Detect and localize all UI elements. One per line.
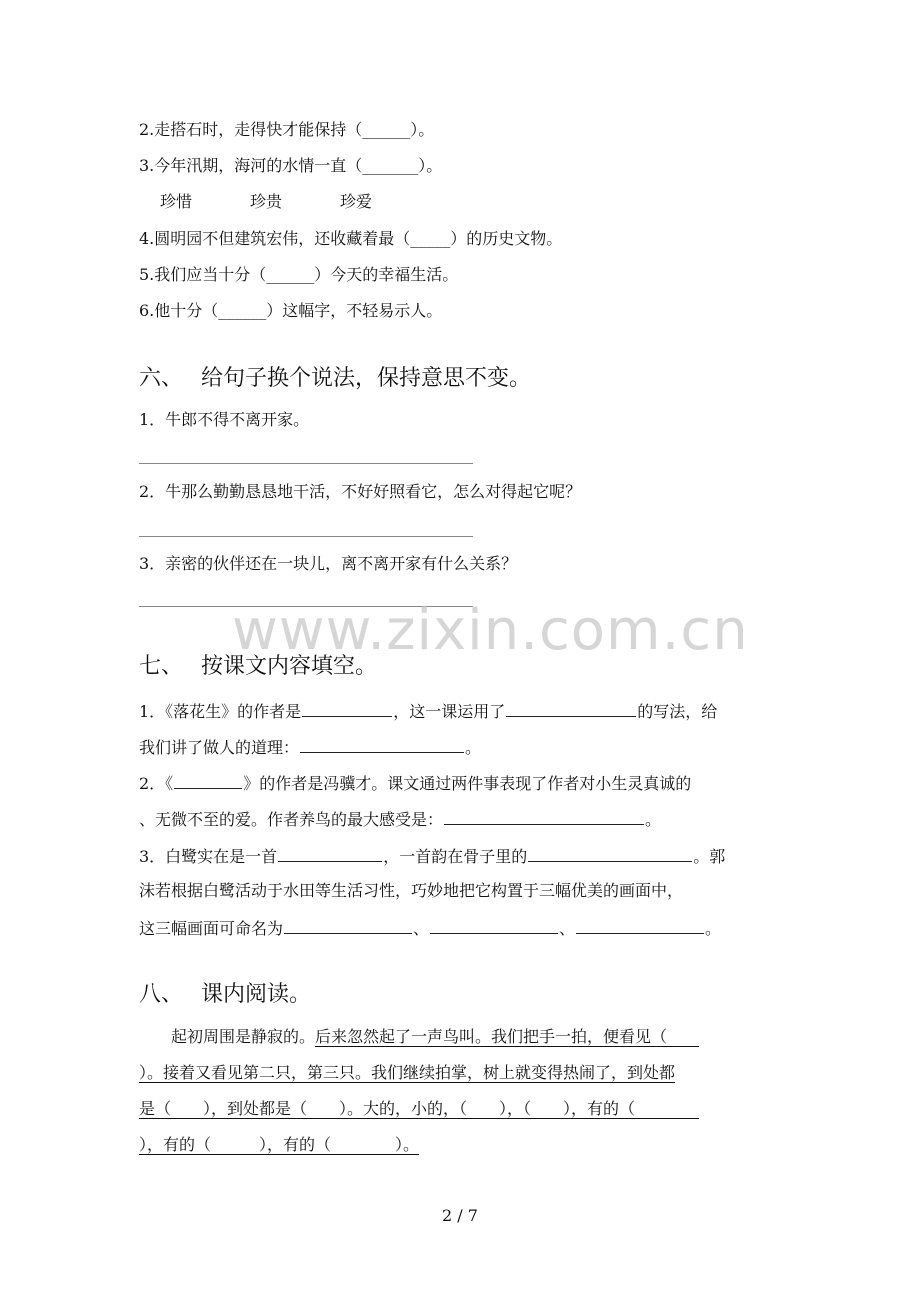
question-6: 6.他十分（______）这幅字，不轻易示人。 <box>139 301 443 320</box>
blank-feeling[interactable] <box>444 806 644 825</box>
rewrite-item-2: 2．牛那么勤勤恳恳地干活，不好好照看它，怎么对得起它呢？ <box>139 482 582 501</box>
option-3: 珍爱 <box>340 192 373 211</box>
fill-line-4: 、无微不至的爱。作者养鸟的最大感受是： 。 <box>139 806 661 832</box>
reading-line-3: 是（ ），到处都是（ ）。大的，小的，（ ），（ ），有的（ <box>139 1099 700 1118</box>
question-4: 4.圆明园不但建筑宏伟，还收藏着最（_____）的历史文物。 <box>139 229 563 248</box>
word-options <box>160 190 430 214</box>
section-7-number: 七、 <box>139 654 184 679</box>
option-2: 珍贵 <box>250 192 283 211</box>
section-6-title: 给句子换个说法，保持意思不变。 <box>201 366 532 391</box>
blank-scene-2[interactable] <box>430 915 558 934</box>
question-3: 3.今年汛期，海河的水情一直（_______）。 <box>139 156 443 175</box>
section-7-heading <box>139 652 377 682</box>
blank-scene-1[interactable] <box>284 915 412 934</box>
blank-lesson[interactable] <box>300 734 464 753</box>
blank-scene-3[interactable] <box>576 915 704 934</box>
reading-line-1: 起初周围是静寂的。后来忽然起了一声鸟叫。我们把手一拍，便看见（ <box>171 1027 700 1046</box>
section-7-title: 按课文内容填空。 <box>201 654 378 679</box>
fill-line-2: 我们讲了做人的道理： 。 <box>139 734 481 760</box>
fill-line-5: 3．白鹭实在是一首 ，一首韵在骨子里的 。郭 <box>139 843 725 869</box>
blank-title[interactable] <box>174 770 242 789</box>
reading-line-4: ），有的（ ），有的（ ）。 <box>139 1135 420 1154</box>
section-8-number: 八、 <box>139 982 184 1007</box>
blank-rhyme[interactable] <box>528 843 692 862</box>
fill-line-1: 1．《落花生》的作者是 ，这一课运用了 的写法，给 <box>139 698 717 724</box>
section-6-heading <box>139 364 531 394</box>
rewrite-item-1: 1．牛郎不得不离开家。 <box>139 410 310 429</box>
answer-line-2[interactable] <box>139 536 473 537</box>
blank-author[interactable] <box>302 698 392 717</box>
rewrite-item-3: 3．亲密的伙伴还在一块儿，离不离开家有什么关系？ <box>139 554 518 573</box>
question-2: 2.走搭石时，走得快才能保持（______）。 <box>139 120 435 139</box>
watermark: www.zixin.com.cn <box>232 598 749 663</box>
question-5: 5.我们应当十分（______）今天的幸福生活。 <box>139 265 459 284</box>
blank-poem[interactable] <box>278 843 382 862</box>
fill-line-7: 这三幅画面可命名为 、 、 。 <box>139 915 721 941</box>
reading-line-2: ）。接着又看见第二只，第三只。我们继续拍掌，树上就变得热闹了，到处都 <box>139 1063 676 1082</box>
section-8-title: 课内阅读。 <box>201 982 312 1007</box>
section-8-heading <box>139 980 311 1010</box>
section-6-number: 六、 <box>139 366 184 391</box>
option-1: 珍惜 <box>160 192 193 211</box>
fill-line-3: 2．《 》的作者是冯骥才。课文通过两件事表现了作者对小生灵真诚的 <box>139 770 691 796</box>
page-number: 2 / 7 <box>442 1206 478 1225</box>
fill-line-6: 沫若根据白鹭活动于水田等生活习性，巧妙地把它构置于三幅优美的画面中， <box>139 881 684 900</box>
blank-method[interactable] <box>506 698 636 717</box>
answer-line-1[interactable] <box>139 463 473 464</box>
